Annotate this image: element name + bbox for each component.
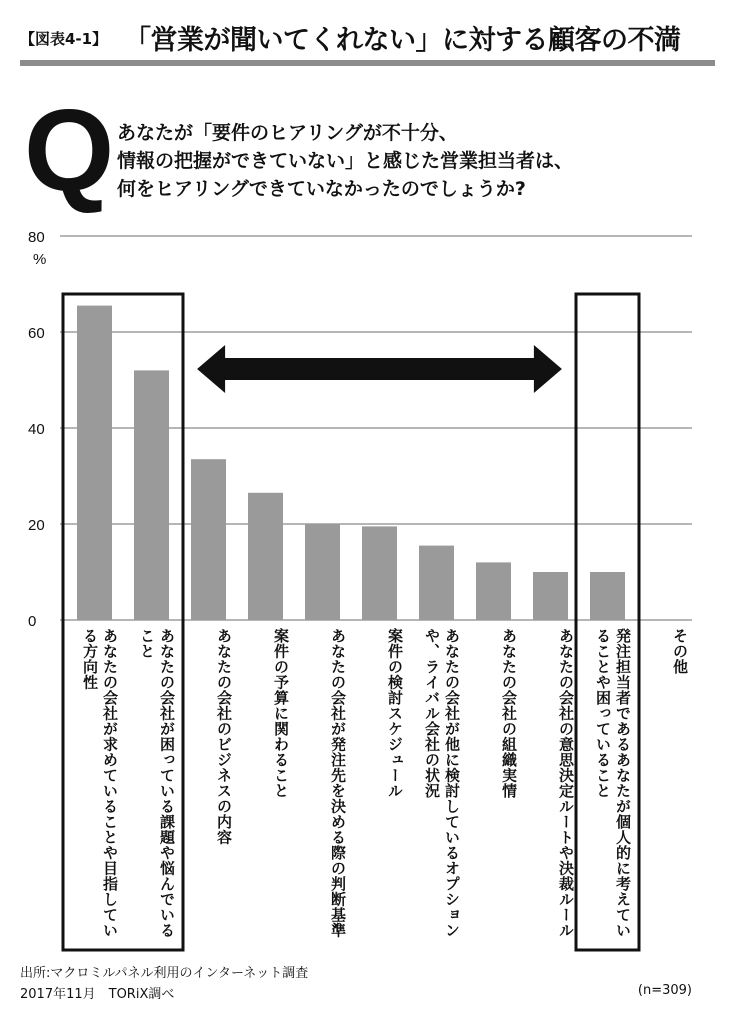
bar-6 xyxy=(362,526,397,620)
question-line: あなたが「要件のヒアリングが不十分、 xyxy=(117,122,458,144)
bar-1 xyxy=(77,306,112,620)
category-label: あなたの会社が求めていることや目指している方向性 xyxy=(81,628,119,938)
category-label: あなたの会社の組織実情 xyxy=(500,628,518,799)
category-label: あなたの会社が他に検討しているオプションや、ライバル会社の状況 xyxy=(423,628,461,938)
y-tick-label: 20 xyxy=(28,517,45,534)
question-mark: Q xyxy=(24,85,115,215)
category-label: その他 xyxy=(671,628,689,675)
y-axis-unit: % xyxy=(33,251,47,268)
question-line: 何をヒアリングできていなかったのでしょうか? xyxy=(117,178,526,200)
bar-2 xyxy=(134,370,169,620)
category-label: 案件の予算に関わること xyxy=(272,628,290,799)
category-label: あなたの会社が発注先を決める際の判断基準 xyxy=(329,628,347,938)
sample-size: (n=309) xyxy=(637,983,692,998)
bar-9 xyxy=(533,572,568,620)
category-label: あなたの会社の意思決定ルートや決裁ルール xyxy=(557,628,575,938)
bar-4 xyxy=(248,493,283,620)
category-label: 案件の検討スケジュール xyxy=(386,628,404,799)
y-tick-label: 80 xyxy=(28,229,45,246)
bar-7 xyxy=(419,546,454,620)
date-credit: 2017年11月 TORiX調べ xyxy=(20,987,175,1002)
bar-10 xyxy=(590,572,625,620)
y-tick-label: 0 xyxy=(28,613,37,630)
bar-8 xyxy=(476,562,511,620)
y-tick-label: 60 xyxy=(28,325,45,342)
source-note: 出所:マクロミルパネル利用のインターネット調査 xyxy=(20,966,309,981)
category-label: 発注担当者であるあなたが個人的に考えていることや困っていること xyxy=(594,628,632,938)
bar-5 xyxy=(305,524,340,620)
figure-label: 【図表4-1】 xyxy=(20,30,108,48)
bar-3 xyxy=(191,459,226,620)
figure-title: 「営業が聞いてくれない」に対する顧客の不満 xyxy=(124,25,681,56)
question-line: 情報の把握ができていない」と感じた営業担当者は、 xyxy=(117,150,574,172)
category-label: あなたの会社が困っている課題や悩んでいること xyxy=(138,628,176,938)
category-label: あなたの会社のビジネスの内容 xyxy=(215,628,233,845)
double-arrow xyxy=(197,345,562,393)
y-tick-label: 40 xyxy=(28,421,45,438)
